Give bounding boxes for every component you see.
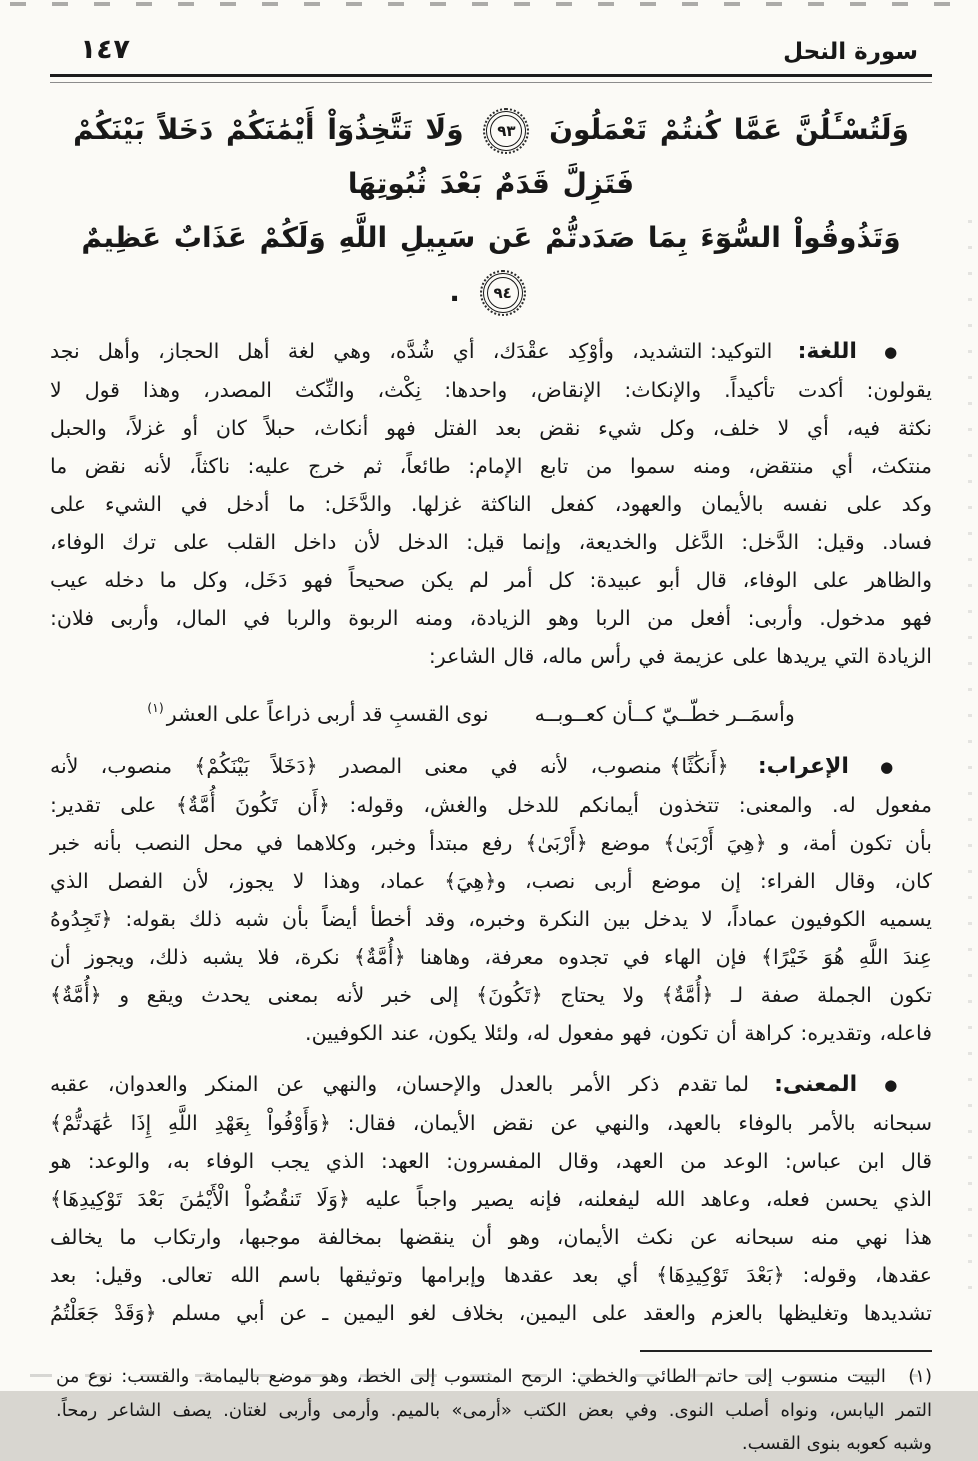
surah-title: سورة النحل	[783, 39, 918, 65]
poetry-hemistich-second	[147, 688, 488, 734]
section-irab	[50, 747, 932, 1052]
footnote-text: البيت منسوب إلى حاتم الطائي والخطي: الرمح المنسوب إلى الخط، وهو موضع باليمامة. والقسب: نوع من	[56, 1366, 886, 1387]
text-line: فاعله، وتقديره: كراهة أن تكون، فهو مفعول له، ولئلا يكون، عند الكوفيين.	[305, 1021, 932, 1045]
footnote-separator	[640, 1350, 932, 1352]
text-line: فهو مدخول. وأربى: أفعل من الربا وهو الزيادة، ومنه الربوة والربا في المال، وأربى فلان:	[50, 606, 932, 630]
verse-93-text: وَلَتُسْـَٔلُنَّ عَمَّا كُنتُمْ تَعْمَلُونَ	[549, 113, 909, 146]
text-line: فساد. وقيل: الدَّخل: الدَّغل والخديعة، وإنما قيل: الدخل لأن داخل القلب على ترك الوفاء،	[50, 530, 932, 554]
section-bullet-icon: ●	[880, 758, 908, 776]
text-line: يقولون: أكدت تأكيداً. والإنكاث: الإنقاض، واحدها: نِكْث، والنِّكث المصدر، وهذا قول لا	[50, 378, 932, 402]
verse-end-period: .	[449, 275, 460, 308]
section-lugha	[50, 332, 932, 675]
scan-artifact-top	[10, 2, 968, 6]
scan-artifact-bottom	[30, 1374, 918, 1377]
text-line: لما تقدم ذكر الأمر بالعدل والإحسان، والنهي عن المنكر والعدوان، عقبه	[50, 1072, 749, 1096]
verse-line-1	[56, 103, 926, 211]
verse-line-2	[56, 211, 926, 319]
text-line: مفعول له. والمعنى: تتخذون أيمانكم للدخل والغش، وقوله: ﴿أَن تَكُونَ أُمَّةٌ﴾ على تقدير:	[50, 793, 932, 817]
text-line: بأن تكون أمة، و ﴿هِيَ أَرْبَىٰ﴾ موضع ﴿أَرْبَىٰ﴾ رفع مبتدأ وخبر، وكلاهما في محل النصب بأنه خبر	[50, 831, 932, 855]
text-line: قال ابن عباس: الوعد من العهد، وقال المفسرون: العهد: الذي يجب الوفاء به، والوعد: هو	[50, 1149, 932, 1173]
section-title-irab: الإعراب:	[757, 754, 849, 779]
text-line: تكون الجملة صفة لـ ﴿أُمَّةٌ﴾ ولا يحتاج ﴿تَكُونَ﴾ إلى خبر لأنه بمعنى يحدث ويقع و ﴿أُمَّةٌ﴾	[50, 983, 932, 1007]
text-line: نكثة فيه، أي لا خلف، وكل شيء نقض بعد الفتل فهو أنكاث، حبلاً كان أو غزلاً، والحبل	[50, 416, 932, 440]
page-number: ١٤٧	[78, 34, 131, 65]
text-line: والظاهر على الوفاء، قال أبو عبيدة: كل أمر لم يكن صحيحاً فهو دَخَل، وكل ما دخله عيب	[50, 568, 932, 592]
text-line: عقدها، وقوله: ﴿بَعْدَ تَوْكِيدِهَا﴾ أي بعد عقدها وإبرامها وتوثيقها باسم الله تعالى. وقيل: بعد	[50, 1263, 932, 1287]
header-rule	[50, 74, 932, 83]
ayah-number-93: ٩٣	[497, 121, 516, 140]
page-header	[50, 34, 932, 65]
text-line	[50, 1065, 932, 1104]
section-title-lugha: اللغة:	[797, 339, 857, 364]
verse-94-text-end: وَتَذُوقُواْ السُّوٓءَ بِمَا صَدَدتُّمْ عَن سَبِيلِ اللَّهِ وَلَكُمْ عَذَابٌ عَظِيمٌ	[81, 221, 901, 254]
section-maana	[50, 1065, 932, 1332]
ayah-medallion-93	[486, 111, 526, 151]
section-bullet-icon: ●	[884, 1076, 908, 1094]
text-line: الزيادة التي يريدها على عزيمة في رأس ماله، قال الشاعر:	[428, 644, 932, 668]
text-line: التوكيد: التشديد، وأوْكِد عقْدَك، أي شُدَّه، وهي لغة أهل الحجاز، وأهل نجد	[50, 339, 773, 363]
text-line: تشديدها وتغليظها بالعزم والعقد على اليمين، بخلاف لغو اليمين ـ عن أبي مسلم ﴿وَقَدْ جَعَلْتُمُ	[50, 1301, 932, 1325]
poetry-hemistich-first: وأسمَــر خطّــيّ كــأن كعــوبــه	[534, 702, 795, 726]
text-line: سبحانه بالأمر بالوفاء بالعهد، والنهي عن نقض الأيمان، فقال: ﴿وَأَوْفُواْ بِعَهْدِ اللَّهِ إِذَا عَٰهَدتُّمْ﴾	[50, 1111, 932, 1135]
quran-verses	[56, 103, 926, 319]
text-line: منتكث، أي منتقض، ومنه سموا من تابع الإمام: طائعاً، ثم خرج عليه: ناكثاً، لأنه نقض ما	[50, 454, 932, 478]
text-line: يسميه الكوفيون عماداً، لا يدخل بين النكرة وخبره، وقد أخطأ أيضاً بأن شبه ذلك بقوله: ﴿تَجِدُوهُ	[50, 907, 932, 931]
section-title-maana: المعنى:	[774, 1072, 858, 1097]
text-line: عِندَ اللَّهِ هُوَ خَيْرًا﴾ فإن الهاء في تجدوه معرفة، وهاهنا ﴿أُمَّةٌ﴾ نكرة، فلا يشبه ذلك، ويجوز أن	[50, 945, 932, 969]
text-line: الذي يحسن فعله، وعاهد الله ليفعلنه، فإنه يصير واجباً عليه ﴿وَلَا تَنقُضُواْ الْأَيْمَٰنَ بَعْدَ تَوْكِيدِهَا﴾	[50, 1187, 932, 1211]
text-line: كان، وقال الفراء: إن موضع أربى نصب، و﴿هِيَ﴾ عماد، وهذا لا يجوز، لأن الفصل الذي	[50, 869, 932, 893]
poetry-hemistich-second-text: نوى القسبِ قد أربى ذراعاً على العشر	[166, 702, 489, 726]
text-line: هذا نهي منه سبحانه عن نكث الأيمان، وهو أن ينقضها بمخالفة موجبها، وارتكاب ما يخالف	[50, 1225, 932, 1249]
text-line	[50, 747, 932, 786]
scan-artifact-edge	[968, 220, 972, 1291]
text-line: وكد على نفسه بالأيمان والعهود، كفعل الناكثة غزلها. والدَّخَل: ما أدخل في الشيء على	[50, 492, 932, 516]
ayah-number-94: ٩٤	[493, 283, 512, 302]
footnote-line: وشبه كعوبه بنوى القسب.	[741, 1433, 932, 1454]
poetry-verse	[50, 688, 892, 734]
ayah-medallion-94	[483, 273, 523, 313]
text-line	[50, 332, 932, 371]
section-bullet-icon: ●	[884, 343, 908, 361]
footnote-marker: (١)	[908, 1366, 932, 1387]
verse-94-text-start: وَلَا تَتَّخِذُوٓاْ أَيْمَٰنَكُمْ دَخَلاً بَيْنَكُمْ فَتَزِلَّ قَدَمٌ بَعْدَ ثُبُوتِهَا	[73, 113, 635, 200]
footnote-line: التمر اليابس، ونواه أصلب النوى. وفي بعض الكتب «أرمى» بالميم. وأرمى وأربى لغتان. يصف الشاعر رمحاً.	[56, 1399, 932, 1421]
text-line: ﴿أَنكَٰثًا﴾ منصوب، لأنه في معنى المصدر ﴿دَخَلاً بَيْنَكُمْ﴾ منصوب، لأنه	[50, 754, 729, 778]
footnote-ref-marker: (١)	[147, 700, 164, 715]
